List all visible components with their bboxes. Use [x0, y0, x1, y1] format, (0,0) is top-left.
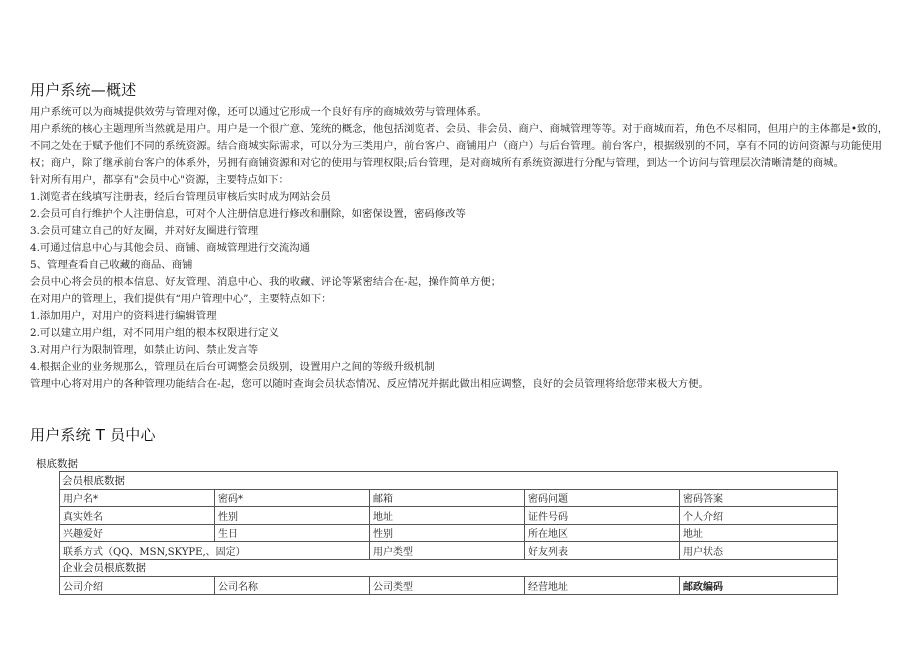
section-title-member-center: 用户系统 T 员中心: [30, 426, 156, 444]
table-cell: 地址: [370, 507, 525, 525]
paragraph: 在对用户的管理上，我们提供有“用户管理中心”，主要特点如下：: [30, 293, 332, 305]
list-item: 1.添加用户，对用户的资料进行编辑管理: [30, 310, 217, 322]
table-cell: 生日: [215, 524, 370, 542]
table-cell: 地址: [680, 524, 838, 542]
table-cell: 密码*: [215, 489, 370, 507]
table-cell: 公司类型: [370, 577, 525, 595]
group-label-member: 会员根底数据: [60, 472, 838, 490]
table-cell: 性别: [215, 507, 370, 525]
table-cell: 兴趣爱好: [60, 524, 215, 542]
list-item: 2.会员可自行维护个人注册信息，可对个人注册信息进行修改和删除，如密保设置，密码修改等: [30, 208, 466, 220]
list-item: 5、管理查看自己收藏的商品、商铺: [30, 259, 193, 271]
list-item: 2.可以建立用户组，对不同用户组的根本权限进行定义: [30, 327, 279, 339]
paragraph: 管理中心将对用户的各种管理功能结合在-起，您可以随时查询会员状态情况、反应情况并据此做出相应调整，良好的会员管理将给您带来极大方便。: [30, 378, 709, 390]
table-cell: 用户状态: [680, 542, 838, 560]
list-item: 3.会员可建立自己的好友圈，并对好友圈进行管理: [30, 225, 259, 237]
table-cell: 公司介绍: [60, 577, 215, 595]
table-cell: 公司名称: [215, 577, 370, 595]
table-cell: 密码答案: [680, 489, 838, 507]
table-cell: 经营地址: [525, 577, 680, 595]
table-group-row: [60, 559, 838, 577]
paragraph: 针对所有用户，都享有"会员中心"资源，主要特点如下：: [30, 174, 289, 186]
table-cell: 好友列表: [525, 542, 680, 560]
table-row: [60, 524, 838, 542]
list-item: 4.根据企业的业务规那么，管理员在后台可调整会员级别，设置用户之间的等级升级机制: [30, 361, 435, 373]
paragraph: 会员中心将会员的根本信息、好友管理、消息中心、我的收藏、评论等紧密结合在-起，操作简单方便；: [30, 276, 502, 288]
table-cell: 所在地区: [525, 524, 680, 542]
section-title-overview: 用户系统—概述: [30, 81, 137, 99]
subsection-title-basic-data: 根底数据: [36, 458, 78, 470]
list-item: 1.浏览者在线填写注册表，经后台管理员审核后实时成为网站会员: [30, 191, 331, 203]
list-item: 3.对用户行为限制管理，如禁止访问、禁止发言等: [30, 344, 259, 356]
paragraph: 用户系统可以为商城提供效劳与管理对像，还可以通过它形成一个良好有序的商城效劳与管理体系。: [30, 106, 488, 118]
table-row: [60, 542, 838, 560]
list-item: 4.可通过信息中心与其他会员、商铺、商城管理进行交流沟通: [30, 242, 311, 254]
paragraph: 用户系统的核心主题理所当然就是用户。用户是一个很广意、笼统的概念，他包括浏览者、会员、非会员、商户、商城管理等等。对于商城而若，角色不尽相同，但用户的主体都是•致的，不同之处在于赋予他们不同的系统资源。结合商城实际需求，可以分为三类用户，前台客户、商铺用户（商户）与后台管理。前台客户，根据级别的不同，享有不同的访问资源与功能使用权；商户，除了继承前台客户的体系外，另拥有商铺资源和对它的使用与管理权限;后台管理，是对商城所有系统资源进行分配与管理，到达一个访问与管理层次清晰清楚的商城。: [30, 123, 889, 169]
table-cell: 联系方式（QQ、MSN,SKYPE,、固定）: [60, 542, 370, 560]
overview-body: [30, 104, 895, 393]
table-cell: 证件号码: [525, 507, 680, 525]
table-cell: 个人介绍: [680, 507, 838, 525]
table-row: [60, 507, 838, 525]
basic-data-table: [59, 471, 838, 595]
table-row: [60, 577, 838, 595]
table-cell: 用户名*: [60, 489, 215, 507]
table-cell: 性别: [370, 524, 525, 542]
table-cell: 邮政编码: [680, 577, 838, 595]
group-label-company: 企业会员根底数据: [60, 559, 838, 577]
table-cell: 真实姓名: [60, 507, 215, 525]
table-group-row: [60, 472, 838, 490]
table-cell: 用户类型: [370, 542, 525, 560]
table-cell: 邮箱: [370, 489, 525, 507]
table-row: [60, 489, 838, 507]
table-cell: 密码问题: [525, 489, 680, 507]
